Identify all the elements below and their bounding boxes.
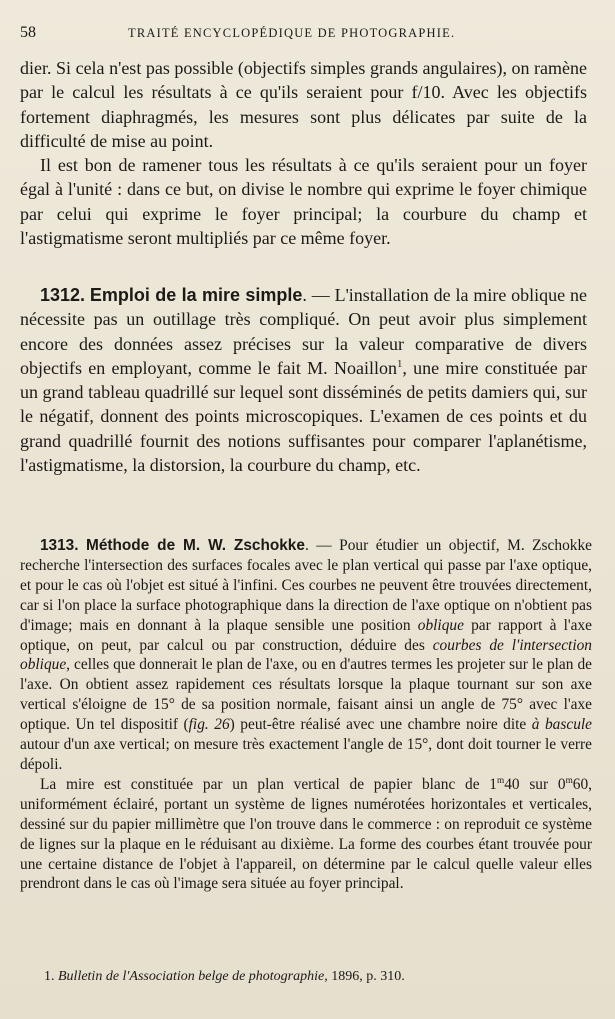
section-1313	[20, 536, 592, 894]
section-1312-title: Emploi de la mire simple	[89, 285, 303, 305]
footnote	[44, 968, 405, 986]
section-1313-p2-text-c: 60, uniformément éclairé, portant un système de lignes numérotées horizontales et verticales, dessiné sur du papier millimètre que l'on trouve dans le commerce : on reproduit ce système de lignes sur la plaque en le réduisant au dixième. La forme des courbes étant trouvée pour une certaine distance de l'objet à l'appareil, on détermine par le calcul quelle valeur elles prendront dans le cas où l'image sera située au foyer principal.	[20, 775, 592, 893]
italic-oblique: oblique	[417, 616, 464, 634]
footnote-number: 1.	[44, 969, 55, 984]
section-1312-text-a: . — L'installation de la mire oblique ne nécessite pas un outillage très compliqué. On peut avoir plus simplement encore des données assez précises sur la valeur comparative de divers objectifs en employant, comme le fait M. Noaillon	[20, 285, 587, 378]
section-1313-p2-text-a: La mire est constituée par un plan vertical de papier blanc de 1	[40, 775, 497, 793]
intro-text	[20, 56, 587, 250]
intro-paragraph-1: dier. Si cela n'est pas possible (objectifs simples grands angulaires), on ramène par le calcul les résultats à ce qu'ils seraient pour f/10. Avec les objectifs fortement diaphragmés, les mesures sont plus délicates par suite de la difficulté de mise au point.	[20, 58, 587, 151]
section-1313-text-c: , celles que donnerait le plan de l'axe, ou en d'autres termes les projeter sur le plan de l'axe. On obtient assez rapidement ces résultats lorsque la plaque tournant sur son axe vertical s'éloigne de 15° de sa position normale, faisant ainsi un angle de 75° avec l'axe optique. Un tel dispositif (	[20, 656, 592, 734]
section-1312	[20, 283, 587, 477]
section-1313-text-b: par rapport à l'axe optique, on peut, par calcul ou par construction, déduire des	[20, 616, 592, 654]
running-title: TRAITÉ ENCYCLOPÉDIQUE DE PHOTOGRAPHIE.	[128, 26, 456, 40]
section-1312-paragraph	[20, 283, 587, 477]
footnote-ref: 1	[396, 357, 403, 370]
section-1313-text-a: . — Pour étudier un objectif, M. Zschokke recherche l'intersection des surfaces focales avec le plan vertical qui passe par l'axe optique, et pour le cas où l'objet est situé à l'infini. Ces courbes ne peuvent être trouvées directement, car si l'on place la surface photographique dans la direction de l'axe optique on n'obtient pas d'image; mais en donnant à la plaque sensible une position	[20, 537, 592, 634]
section-1312-number: 1312.	[40, 285, 86, 305]
section-1313-title: Méthode de M. W. Zschokke	[86, 537, 305, 554]
section-1312-text-b: , une mire constituée par un grand tableau quadrillé sur lequel sont disséminés de petits damiers qui, sur le négatif, donnent des points microscopiques. L'examen de ces points et du grand quadrillé fournit des notions suffisantes pour comparer l'aplanétisme, l'astigmatisme, la distorsion, la courbure du champ, etc.	[20, 357, 588, 476]
section-1313-paragraph-2	[20, 775, 592, 894]
page-header	[20, 24, 589, 44]
unit-superscript: m	[565, 774, 573, 785]
footnote-details: , 1896, p. 310.	[324, 969, 405, 984]
footnote-journal: Bulletin de l'Association belge de photographie	[58, 969, 325, 984]
italic-courbes: courbes de l'intersection oblique	[20, 636, 592, 674]
section-1313-number: 1313.	[40, 537, 79, 554]
unit-superscript: m	[497, 774, 505, 785]
section-1313-paragraph-1	[20, 536, 592, 775]
section-1313-text-e: autour d'un axe vertical; on mesure très exactement l'angle de 15°, dont doit tourner le verre dépoli.	[20, 736, 592, 773]
intro-paragraph-2: Il est bon de ramener tous les résultats à ce qu'ils seraient pour un foyer égal à l'unité : dans ce but, on divise le nombre qui exprime le foyer chimique par celui qui exprime le foyer principal; la courbure du champ et l'astigmatisme seront multipliés par ce même foyer.	[20, 155, 587, 249]
page-number: 58	[20, 24, 36, 41]
section-1313-text-d: ) peut-être réalisé avec une chambre noire dite	[229, 716, 532, 734]
section-1313-p2-text-b: 40 sur 0	[504, 775, 566, 793]
italic-bascule: à bascule	[531, 716, 592, 734]
figure-reference: fig. 26	[188, 716, 230, 734]
